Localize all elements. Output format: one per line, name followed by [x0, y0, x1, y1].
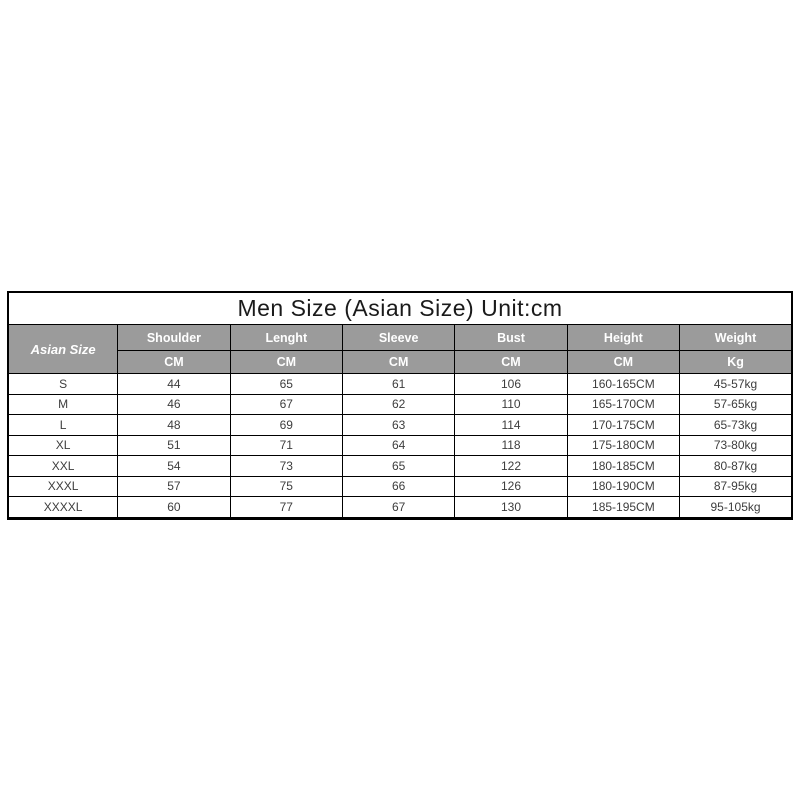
value-cell: 61 — [342, 374, 454, 395]
unit-header-height: CM — [567, 351, 679, 374]
size-cell: XXXXL — [8, 497, 118, 519]
value-cell: 122 — [455, 456, 567, 477]
value-cell: 165-170CM — [567, 394, 679, 415]
column-header-bust: Bust — [455, 325, 567, 351]
column-header-shoulder: Shoulder — [118, 325, 230, 351]
value-cell: 57 — [118, 476, 230, 497]
value-cell: 65 — [230, 374, 342, 395]
value-cell: 69 — [230, 415, 342, 436]
unit-header-shoulder: CM — [118, 351, 230, 374]
column-header-weight: Weight — [680, 325, 792, 351]
value-cell: 180-185CM — [567, 456, 679, 477]
table-row — [8, 374, 792, 395]
value-cell: 175-180CM — [567, 435, 679, 456]
value-cell: 106 — [455, 374, 567, 395]
value-cell: 60 — [118, 497, 230, 519]
value-cell: 185-195CM — [567, 497, 679, 519]
size-cell: M — [8, 394, 118, 415]
table-row — [8, 415, 792, 436]
value-cell: 160-165CM — [567, 374, 679, 395]
size-cell: XL — [8, 435, 118, 456]
size-cell: L — [8, 415, 118, 436]
table-row — [8, 476, 792, 497]
value-cell: 46 — [118, 394, 230, 415]
table-row — [8, 394, 792, 415]
value-cell: 180-190CM — [567, 476, 679, 497]
value-cell: 64 — [342, 435, 454, 456]
size-cell: S — [8, 374, 118, 395]
unit-header-weight: Kg — [680, 351, 792, 374]
value-cell: 63 — [342, 415, 454, 436]
value-cell: 170-175CM — [567, 415, 679, 436]
value-cell: 62 — [342, 394, 454, 415]
unit-header-sleeve: CM — [342, 351, 454, 374]
value-cell: 67 — [342, 497, 454, 519]
value-cell: 73 — [230, 456, 342, 477]
table-row — [8, 435, 792, 456]
column-header-row — [8, 325, 792, 351]
size-cell: XXXL — [8, 476, 118, 497]
value-cell: 80-87kg — [680, 456, 792, 477]
column-header-sleeve: Sleeve — [342, 325, 454, 351]
value-cell: 51 — [118, 435, 230, 456]
table-title: Men Size (Asian Size) Unit:cm — [8, 292, 792, 325]
column-header-height: Height — [567, 325, 679, 351]
value-cell: 114 — [455, 415, 567, 436]
column-header-lenght: Lenght — [230, 325, 342, 351]
size-chart-table — [7, 291, 793, 520]
unit-header-bust: CM — [455, 351, 567, 374]
value-cell: 77 — [230, 497, 342, 519]
value-cell: 71 — [230, 435, 342, 456]
value-cell: 65 — [342, 456, 454, 477]
value-cell: 118 — [455, 435, 567, 456]
value-cell: 73-80kg — [680, 435, 792, 456]
value-cell: 65-73kg — [680, 415, 792, 436]
table-row — [8, 456, 792, 477]
table-row — [8, 497, 792, 519]
unit-header-row — [8, 351, 792, 374]
size-cell: XXL — [8, 456, 118, 477]
value-cell: 110 — [455, 394, 567, 415]
table-body — [8, 374, 792, 519]
value-cell: 95-105kg — [680, 497, 792, 519]
value-cell: 130 — [455, 497, 567, 519]
value-cell: 66 — [342, 476, 454, 497]
table-title-row — [8, 292, 792, 325]
value-cell: 45-57kg — [680, 374, 792, 395]
value-cell: 54 — [118, 456, 230, 477]
value-cell: 67 — [230, 394, 342, 415]
unit-header-lenght: CM — [230, 351, 342, 374]
value-cell: 57-65kg — [680, 394, 792, 415]
size-chart — [7, 291, 793, 520]
value-cell: 44 — [118, 374, 230, 395]
value-cell: 48 — [118, 415, 230, 436]
corner-header-asian-size: Asian Size — [8, 325, 118, 374]
value-cell: 126 — [455, 476, 567, 497]
value-cell: 87-95kg — [680, 476, 792, 497]
value-cell: 75 — [230, 476, 342, 497]
